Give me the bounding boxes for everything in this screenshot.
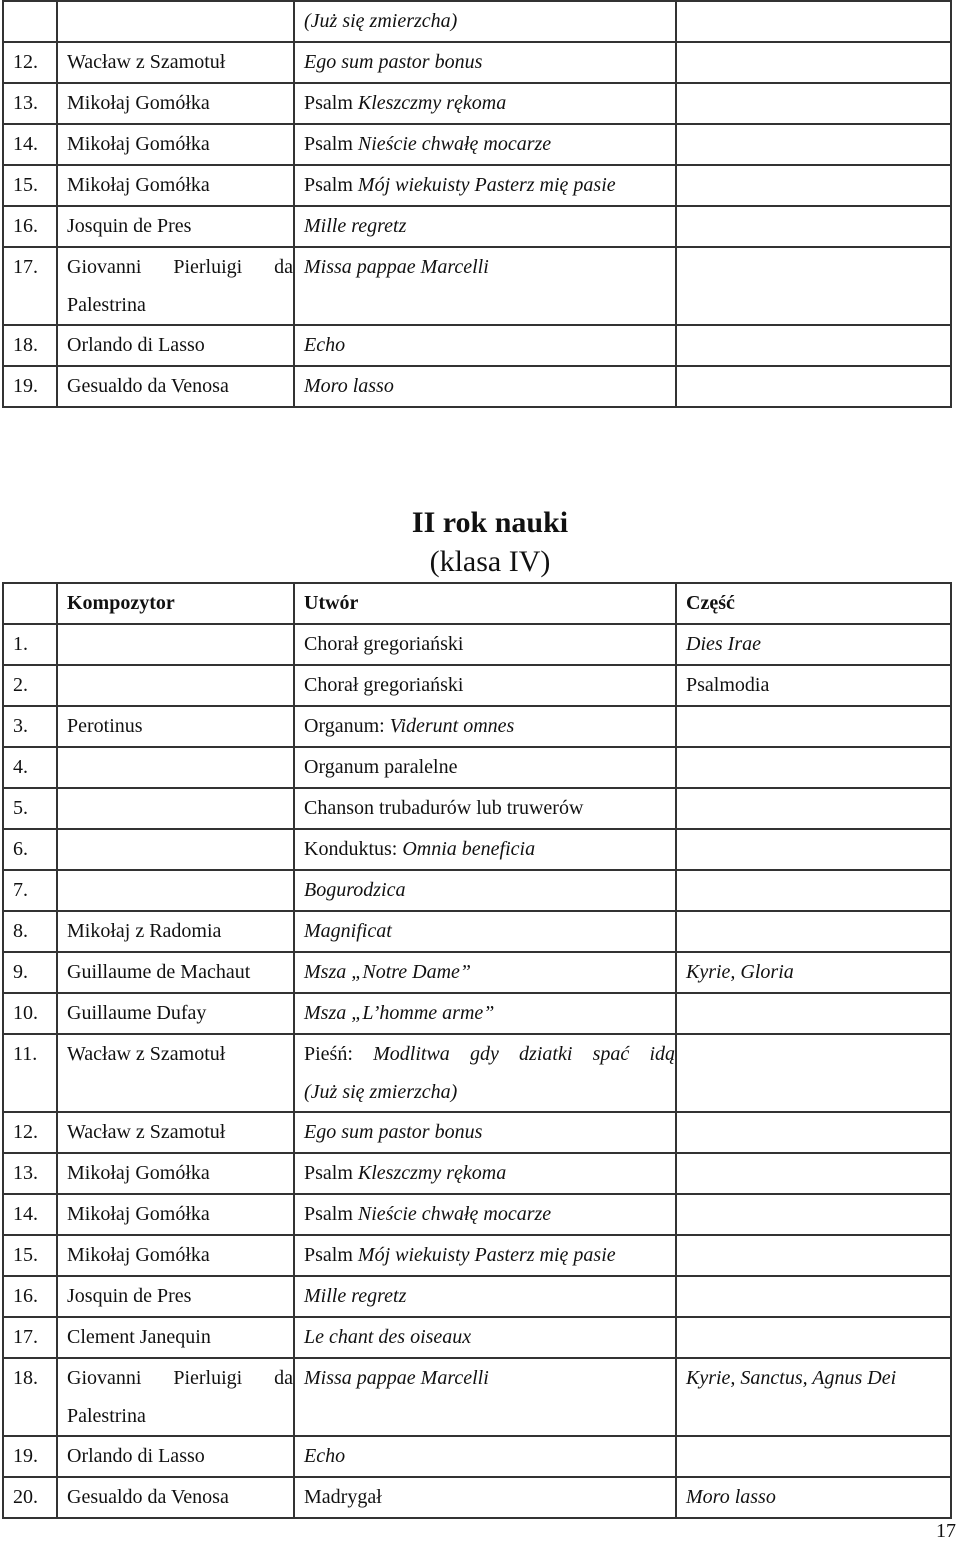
work-cell: [294, 83, 676, 124]
part-cell: [676, 1235, 951, 1276]
composer-cell: [57, 124, 294, 165]
row-number-text: 5.: [13, 797, 28, 819]
composer-cell: [57, 42, 294, 83]
table-row: [3, 706, 951, 747]
table-row: [3, 1112, 951, 1153]
part-cell: [676, 952, 951, 993]
table-row: [3, 1276, 951, 1317]
composer-name: Mikołaj Gomółka: [67, 1162, 210, 1184]
work-cell: [294, 952, 676, 993]
composer-name: Mikołaj z Radomia: [67, 920, 222, 942]
composer-cell: [57, 325, 294, 366]
composer-name-line2: Palestrina: [67, 294, 146, 316]
row-number: [3, 1, 57, 42]
table-row: [3, 952, 951, 993]
composer-cell: [57, 366, 294, 407]
repertoire-table-main: [2, 582, 952, 1519]
part-cell: [676, 911, 951, 952]
table-row: [3, 1153, 951, 1194]
part-cell: [676, 1034, 951, 1112]
table-row: [3, 1436, 951, 1477]
row-number: [3, 1276, 57, 1317]
row-number: [3, 366, 57, 407]
composer-cell: [57, 911, 294, 952]
row-number: [3, 124, 57, 165]
row-number-text: 20.: [13, 1486, 38, 1508]
row-number-text: 17.: [13, 256, 38, 278]
header-part: Część: [676, 583, 951, 624]
table-row: [3, 1477, 951, 1518]
row-number-text: 18.: [13, 1367, 38, 1389]
work-title: Le chant des oiseaux: [304, 1326, 472, 1348]
table-row: [3, 993, 951, 1034]
row-number-text: 4.: [13, 756, 28, 778]
work-cell: [294, 325, 676, 366]
work-line1: [304, 1035, 675, 1073]
composer-name: Guillaume Dufay: [67, 1002, 207, 1024]
work-title: Msza „Notre Dame”: [304, 961, 472, 983]
composer-name: Mikołaj Gomółka: [67, 174, 210, 196]
table-row: [3, 911, 951, 952]
work-prefix: Psalm: [304, 1203, 358, 1225]
composer-name-line2: Palestrina: [67, 1405, 146, 1427]
work-prefix: Organum paralelne: [304, 756, 458, 778]
part-text: Moro lasso: [686, 1486, 776, 1508]
work-prefix: Psalm: [304, 1162, 358, 1184]
part-cell: [676, 624, 951, 665]
part-cell: [676, 1358, 951, 1436]
row-number-text: 19.: [13, 375, 38, 397]
row-number: [3, 1358, 57, 1436]
composer-cell: [57, 206, 294, 247]
work-line2: (Już się zmierzcha): [304, 1081, 458, 1103]
work-prefix: Psalm: [304, 1244, 358, 1266]
row-number: [3, 829, 57, 870]
part-cell: [676, 829, 951, 870]
work-prefix: Konduktus:: [304, 838, 403, 860]
row-number-text: 3.: [13, 715, 28, 737]
composer-name: Josquin de Pres: [67, 215, 192, 237]
table-row: [3, 1358, 951, 1436]
part-cell: [676, 1317, 951, 1358]
table-row: [3, 124, 951, 165]
part-cell: [676, 83, 951, 124]
row-number-text: 10.: [13, 1002, 38, 1024]
work-prefix: Organum:: [304, 715, 390, 737]
work-cell: [294, 124, 676, 165]
work-prefix: Psalm: [304, 133, 358, 155]
work-title: Missa pappae Marcelli: [304, 1367, 489, 1389]
table-row: [3, 325, 951, 366]
work-prefix: Chorał gregoriański: [304, 633, 464, 655]
work-title: Mille regretz: [304, 215, 407, 237]
row-number: [3, 1194, 57, 1235]
part-text: Dies Irae: [686, 633, 761, 655]
part-cell: [676, 165, 951, 206]
table-header-row: [3, 583, 951, 624]
row-number-text: 7.: [13, 879, 28, 901]
section-subtitle: (klasa IV): [429, 545, 551, 578]
work-title: Mój wiekuisty Pasterz mię pasie: [357, 1244, 616, 1266]
row-number-text: 16.: [13, 1285, 38, 1307]
work-cell: [294, 870, 676, 911]
table-row: [3, 829, 951, 870]
part-cell: [676, 747, 951, 788]
composer-cell: [57, 665, 294, 706]
composer-cell: [57, 624, 294, 665]
table-row: [3, 1034, 951, 1112]
work-title: Magnificat: [304, 920, 392, 942]
table-row: [3, 1194, 951, 1235]
composer-name: Mikołaj Gomółka: [67, 1244, 210, 1266]
work-cell: [294, 1, 676, 42]
part-cell: [676, 1194, 951, 1235]
work-title: Omnia beneficia: [402, 838, 536, 860]
work-cell: [294, 1317, 676, 1358]
composer-cell: [57, 870, 294, 911]
part-cell: [676, 665, 951, 706]
work-title: Msza „L’homme arme”: [304, 1002, 495, 1024]
composer-cell: [57, 1034, 294, 1112]
part-text: Psalmodia: [686, 674, 770, 696]
work-title: Ego sum pastor bonus: [304, 1121, 483, 1143]
part-cell: [676, 1153, 951, 1194]
row-number: [3, 1153, 57, 1194]
composer-name: Guillaume de Machaut: [67, 961, 251, 983]
part-cell: [676, 206, 951, 247]
row-number: [3, 247, 57, 325]
work-prefix: Psalm: [304, 92, 358, 114]
part-cell: [676, 124, 951, 165]
work-cell: [294, 1034, 676, 1112]
row-number-text: 18.: [13, 334, 38, 356]
work-title: Mój wiekuisty Pasterz mię pasie: [357, 174, 616, 196]
work-cell: [294, 1153, 676, 1194]
composer-name: Gesualdo da Venosa: [67, 1486, 229, 1508]
row-number: [3, 870, 57, 911]
work-title: Viderunt omnes: [389, 715, 515, 737]
row-number-text: 8.: [13, 920, 28, 942]
composer-cell: [57, 788, 294, 829]
composer-cell: [57, 706, 294, 747]
part-cell: [676, 247, 951, 325]
table-row: [3, 366, 951, 407]
composer-cell: [57, 829, 294, 870]
row-number: [3, 788, 57, 829]
composer-name: Giovanni Pierluigi da: [67, 256, 293, 278]
work-cell: [294, 1436, 676, 1477]
composer-name: Gesualdo da Venosa: [67, 375, 229, 397]
row-number: [3, 83, 57, 124]
table-row: [3, 1, 951, 42]
row-number: [3, 706, 57, 747]
table-row: [3, 42, 951, 83]
work-title: (Już się zmierzcha): [304, 10, 458, 32]
table-row: [3, 206, 951, 247]
page-number: 17: [936, 1520, 956, 1542]
work-prefix: Pieśń:: [304, 1043, 374, 1065]
work-cell: [294, 42, 676, 83]
row-number-text: 11.: [13, 1043, 38, 1065]
work-cell: [294, 1477, 676, 1518]
composer-cell: [57, 1, 294, 42]
part-text: Kyrie, Sanctus, Agnus Dei: [686, 1367, 897, 1389]
work-cell: [294, 366, 676, 407]
row-number-text: 14.: [13, 133, 38, 155]
part-cell: [676, 870, 951, 911]
section-title: II rok nauki: [411, 506, 569, 539]
part-cell: [676, 1477, 951, 1518]
work-title: Missa pappae Marcelli: [304, 256, 489, 278]
work-cell: [294, 788, 676, 829]
composer-cell: [57, 993, 294, 1034]
table-row: [3, 747, 951, 788]
row-number-text: 14.: [13, 1203, 38, 1225]
part-cell: [676, 706, 951, 747]
composer-name: Josquin de Pres: [67, 1285, 192, 1307]
row-number-text: 15.: [13, 1244, 38, 1266]
row-number-text: 12.: [13, 1121, 38, 1143]
row-number: [3, 206, 57, 247]
work-cell: [294, 1358, 676, 1436]
work-title: Moro lasso: [304, 375, 394, 397]
work-cell: [294, 665, 676, 706]
table-row: [3, 624, 951, 665]
part-cell: [676, 366, 951, 407]
row-number: [3, 993, 57, 1034]
composer-cell: [57, 165, 294, 206]
row-number: [3, 1112, 57, 1153]
composer-name: Mikołaj Gomółka: [67, 1203, 210, 1225]
header-number: [3, 583, 57, 624]
row-number-text: 2.: [13, 674, 28, 696]
row-number: [3, 747, 57, 788]
row-number: [3, 42, 57, 83]
work-cell: [294, 247, 676, 325]
work-title: Modlitwa gdy dziatki spać idą: [373, 1043, 676, 1065]
work-prefix: Madrygał: [304, 1486, 382, 1508]
work-cell: [294, 1276, 676, 1317]
row-number: [3, 1235, 57, 1276]
composer-name: Wacław z Szamotuł: [67, 51, 226, 73]
work-cell: [294, 829, 676, 870]
composer-name: Mikołaj Gomółka: [67, 133, 210, 155]
part-cell: [676, 788, 951, 829]
row-number-text: 13.: [13, 1162, 38, 1184]
part-cell: [676, 325, 951, 366]
row-number-text: 12.: [13, 51, 38, 73]
work-title: Ego sum pastor bonus: [304, 51, 483, 73]
work-cell: [294, 1235, 676, 1276]
table-row: [3, 1317, 951, 1358]
row-number-text: 16.: [13, 215, 38, 237]
work-cell: [294, 624, 676, 665]
work-prefix: Chanson trubadurów lub truwerów: [304, 797, 584, 819]
row-number-text: 1.: [13, 633, 28, 655]
work-cell: [294, 1112, 676, 1153]
composer-cell: [57, 1477, 294, 1518]
work-cell: [294, 993, 676, 1034]
part-cell: [676, 42, 951, 83]
work-cell: [294, 165, 676, 206]
part-cell: [676, 993, 951, 1034]
row-number: [3, 1436, 57, 1477]
composer-cell: [57, 1436, 294, 1477]
work-cell: [294, 1194, 676, 1235]
work-title: Nieście chwałę mocarze: [357, 1203, 552, 1225]
composer-cell: [57, 247, 294, 325]
composer-name: Orlando di Lasso: [67, 334, 205, 356]
composer-cell: [57, 1112, 294, 1153]
part-cell: [676, 1436, 951, 1477]
row-number-text: 13.: [13, 92, 38, 114]
work-cell: [294, 911, 676, 952]
row-number-text: 19.: [13, 1445, 38, 1467]
row-number: [3, 1317, 57, 1358]
header-composer: Kompozytor: [57, 583, 294, 624]
table-row: [3, 247, 951, 325]
row-number: [3, 1034, 57, 1112]
row-number: [3, 911, 57, 952]
table-row: [3, 83, 951, 124]
composer-cell: [57, 1153, 294, 1194]
work-prefix: Psalm: [304, 174, 358, 196]
composer-cell: [57, 1194, 294, 1235]
work-title: Bogurodzica: [304, 879, 406, 901]
work-prefix: Chorał gregoriański: [304, 674, 464, 696]
part-cell: [676, 1, 951, 42]
row-number-text: 9.: [13, 961, 28, 983]
work-title: Kleszczmy rękoma: [357, 92, 507, 114]
composer-cell: [57, 1317, 294, 1358]
row-number: [3, 624, 57, 665]
composer-name: Mikołaj Gomółka: [67, 92, 210, 114]
composer-cell: [57, 1358, 294, 1436]
composer-name: Perotinus: [67, 715, 143, 737]
composer-cell: [57, 1276, 294, 1317]
row-number-text: 15.: [13, 174, 38, 196]
work-title: Echo: [304, 1445, 346, 1467]
composer-cell: [57, 83, 294, 124]
composer-name: Wacław z Szamotuł: [67, 1043, 226, 1065]
table-row: [3, 665, 951, 706]
row-number: [3, 665, 57, 706]
composer-name: Giovanni Pierluigi da: [67, 1367, 293, 1389]
table-row: [3, 870, 951, 911]
row-number-text: 6.: [13, 838, 28, 860]
row-number: [3, 325, 57, 366]
table-row: [3, 788, 951, 829]
work-title: Mille regretz: [304, 1285, 407, 1307]
composer-name: Clement Janequin: [67, 1326, 211, 1348]
repertoire-table-top: [2, 0, 952, 408]
row-number: [3, 165, 57, 206]
part-text: Kyrie, Gloria: [686, 961, 794, 983]
header-work: Utwór: [294, 583, 676, 624]
part-cell: [676, 1276, 951, 1317]
part-cell: [676, 1112, 951, 1153]
row-number: [3, 1477, 57, 1518]
composer-cell: [57, 952, 294, 993]
work-title: Nieście chwałę mocarze: [357, 133, 552, 155]
work-title: Echo: [304, 334, 346, 356]
row-number: [3, 952, 57, 993]
table-row: [3, 165, 951, 206]
work-cell: [294, 206, 676, 247]
composer-name: Orlando di Lasso: [67, 1445, 205, 1467]
row-number-text: 17.: [13, 1326, 38, 1348]
composer-cell: [57, 747, 294, 788]
composer-cell: [57, 1235, 294, 1276]
work-title: Kleszczmy rękoma: [357, 1162, 507, 1184]
work-cell: [294, 706, 676, 747]
work-cell: [294, 747, 676, 788]
table-row: [3, 1235, 951, 1276]
composer-name: Wacław z Szamotuł: [67, 1121, 226, 1143]
